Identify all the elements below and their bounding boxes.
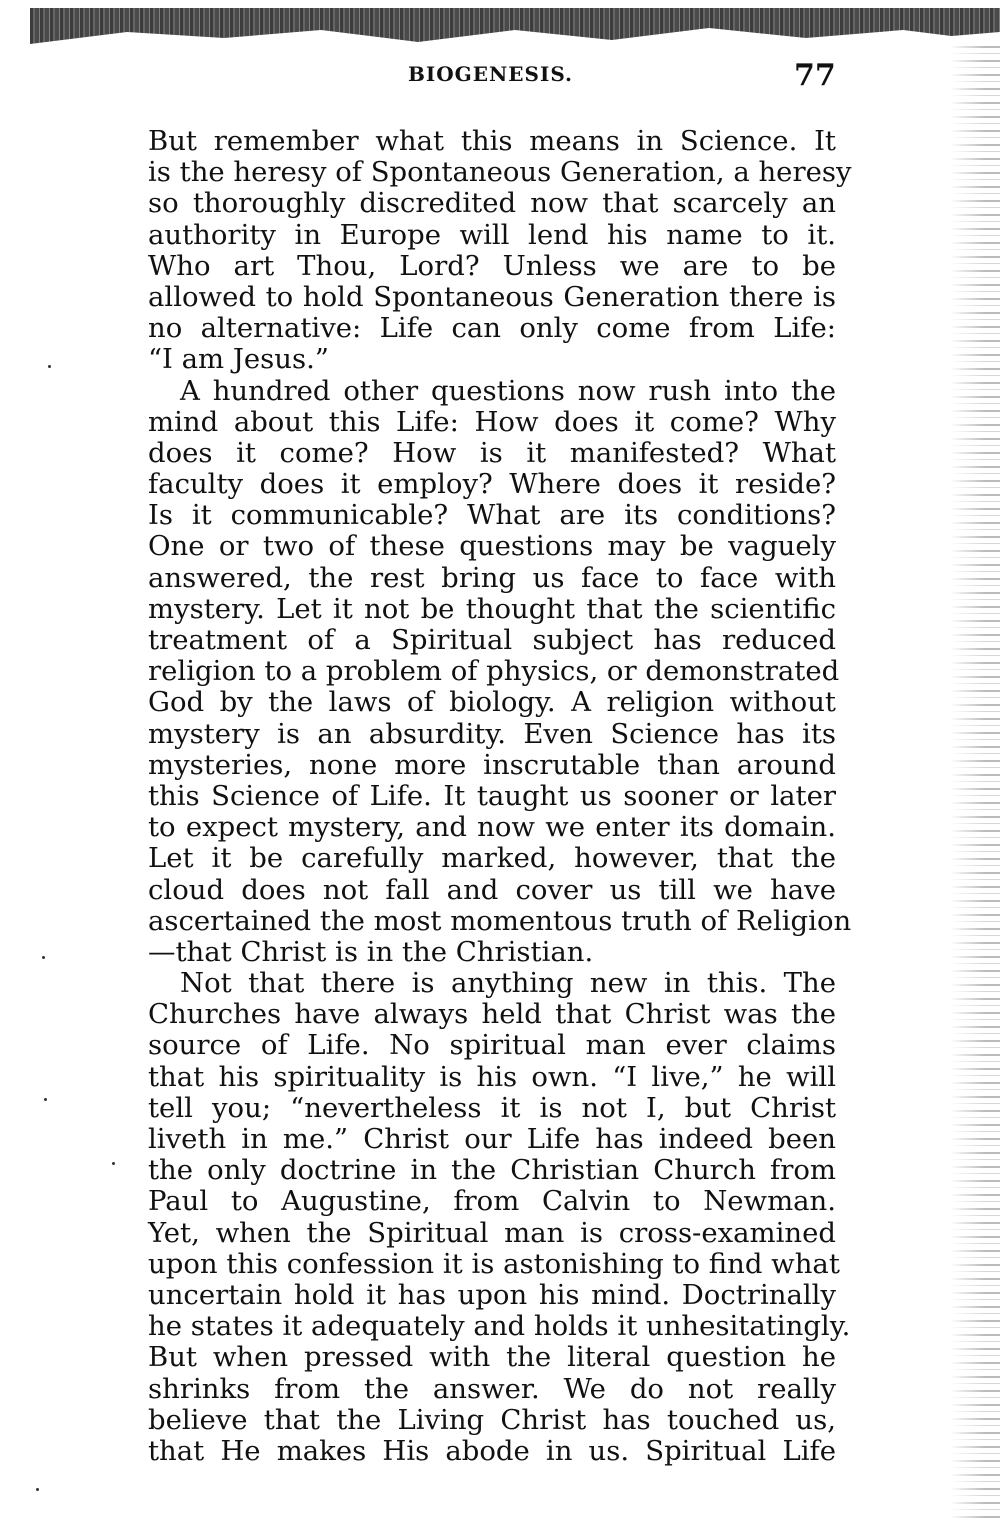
text-line: religion to a problem of physics, or demonstrated [148, 655, 840, 688]
text-line: authority in Europe will lend his name to it. [148, 218, 836, 251]
text-line: God by the laws of biology. A religion without [148, 686, 836, 719]
text-line: Yet, when the Spiritual man is cross-examined [148, 1216, 836, 1249]
text-line: he states it adequately and holds it unhesitatingly. [148, 1310, 851, 1343]
text-line: source of Life. No spiritual man ever claims [148, 1029, 836, 1062]
body-text [148, 125, 852, 1467]
text-line: that his spirituality is his own. “I live,” he will [148, 1060, 836, 1093]
text-line: mind about this Life: How does it come? Why [148, 405, 836, 438]
text-line: —that Christ is in the Christian. [148, 935, 594, 968]
text-line: liveth in me.” Christ our Life has indeed been [148, 1123, 836, 1155]
paragraph [148, 967, 851, 1467]
scan-top-edge [30, 8, 1000, 48]
text-line: treatment of a Spiritual subject has reduced [148, 624, 836, 656]
text-line: Is it communicable? What are its conditions? [148, 499, 836, 532]
scan-speck [112, 1162, 115, 1165]
text-line: A hundred other questions now rush into the [180, 374, 836, 407]
text-line: so thoroughly discredited now that scarcely an [148, 187, 836, 220]
text-line: shrinks from the answer. We do not really [148, 1372, 836, 1405]
running-title: BIOGENESIS. [408, 62, 574, 86]
text-line: Who art Thou, Lord? Unless we are to be [148, 249, 836, 282]
scan-speck [44, 1098, 47, 1101]
text-line: One or two of these questions may be vaguely [148, 530, 836, 563]
text-line: “I am Jesus.” [148, 343, 329, 376]
text-line: the only doctrine in the Christian Church from [148, 1154, 836, 1187]
text-line: faculty does it employ? Where does it reside? [148, 468, 836, 501]
running-head [0, 58, 1000, 98]
text-line: But remember what this means in Science. It [148, 125, 836, 157]
paragraph [148, 125, 852, 376]
text-line: believe that the Living Christ has touched us, [148, 1403, 836, 1436]
text-line: that He makes His abode in us. Spiritual Life [148, 1434, 836, 1467]
text-line: allowed to hold Spontaneous Generation there is [148, 280, 836, 313]
text-line: ascertained the most momentous truth of Religion [148, 904, 852, 937]
text-line: Churches have always held that Christ was the [148, 998, 836, 1031]
paragraph [148, 374, 852, 969]
text-line: mysteries, none more inscrutable than around [148, 748, 836, 781]
text-line: upon this confession it is astonishing to find what [148, 1247, 840, 1280]
text-line: mystery is an absurdity. Even Science has its [148, 717, 836, 750]
text-line: to expect mystery, and now we enter its domain. [148, 811, 836, 844]
text-line: this Science of Life. It taught us sooner or later [148, 779, 836, 812]
text-line: is the heresy of Spontaneous Generation, a heresy [148, 156, 852, 189]
text-line: Paul to Augustine, from Calvin to Newman. [148, 1185, 836, 1218]
text-line: does it come? How is it manifested? What [148, 436, 836, 469]
text-line: Let it be carefully marked, however, that the [148, 842, 836, 875]
text-line: answered, the rest bring us face to face with [148, 561, 836, 594]
scan-speck [42, 956, 45, 959]
page-number: 77 [794, 58, 836, 93]
scan-speck [36, 1488, 39, 1491]
scan-right-edge [950, 40, 1000, 1522]
text-line: tell you; “nevertheless it is not I, but Christ [148, 1091, 836, 1124]
scan-speck [48, 365, 51, 368]
text-line: But when pressed with the literal question he [148, 1341, 836, 1374]
text-line: uncertain hold it has upon his mind. Doctrinally [148, 1278, 836, 1311]
text-line: mystery. Let it not be thought that the scientific [148, 592, 836, 625]
text-line: no alternative: Life can only come from Life: [148, 312, 836, 345]
text-line: Not that there is anything new in this. The [180, 967, 836, 1000]
text-line: cloud does not fall and cover us till we have [148, 873, 836, 906]
